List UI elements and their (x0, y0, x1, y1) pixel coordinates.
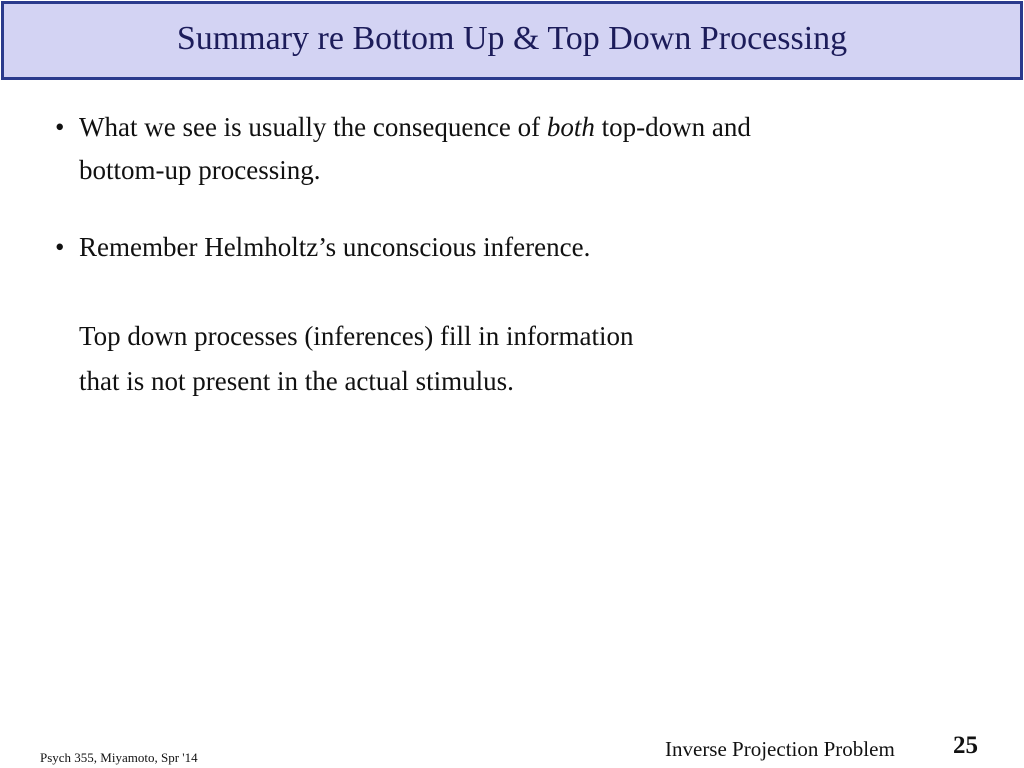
footer-course-label: Psych 355, Miyamoto, Spr '14 (40, 750, 198, 765)
bullet-line: Remember Helmholtz’s unconscious inference. (79, 232, 591, 262)
text-segment: top-down and (594, 112, 751, 142)
sub-paragraph (79, 314, 899, 404)
slide-title-bar (1, 1, 1023, 80)
slide-title: Summary re Bottom Up & Top Down Processing (176, 19, 848, 57)
footer-topic-label: Inverse Projection Problem (665, 737, 895, 761)
text-segment: What we see is usually the consequence of (79, 112, 547, 142)
slide-number: 25 (953, 732, 978, 759)
bullet-symbol: • (55, 232, 65, 262)
paragraph-line: Top down processes (inferences) fill in information (79, 321, 634, 351)
bullet-line (79, 106, 899, 149)
bullet-item-1 (55, 106, 899, 192)
bullet-symbol: • (55, 112, 65, 142)
paragraph-line: that is not present in the actual stimulus. (79, 366, 514, 396)
bullet-text (79, 226, 899, 269)
bullet-text (79, 106, 899, 192)
bullet-line: bottom-up processing. (79, 155, 321, 185)
emphasis-text: both (546, 112, 595, 142)
bullet-item-2 (55, 226, 899, 269)
